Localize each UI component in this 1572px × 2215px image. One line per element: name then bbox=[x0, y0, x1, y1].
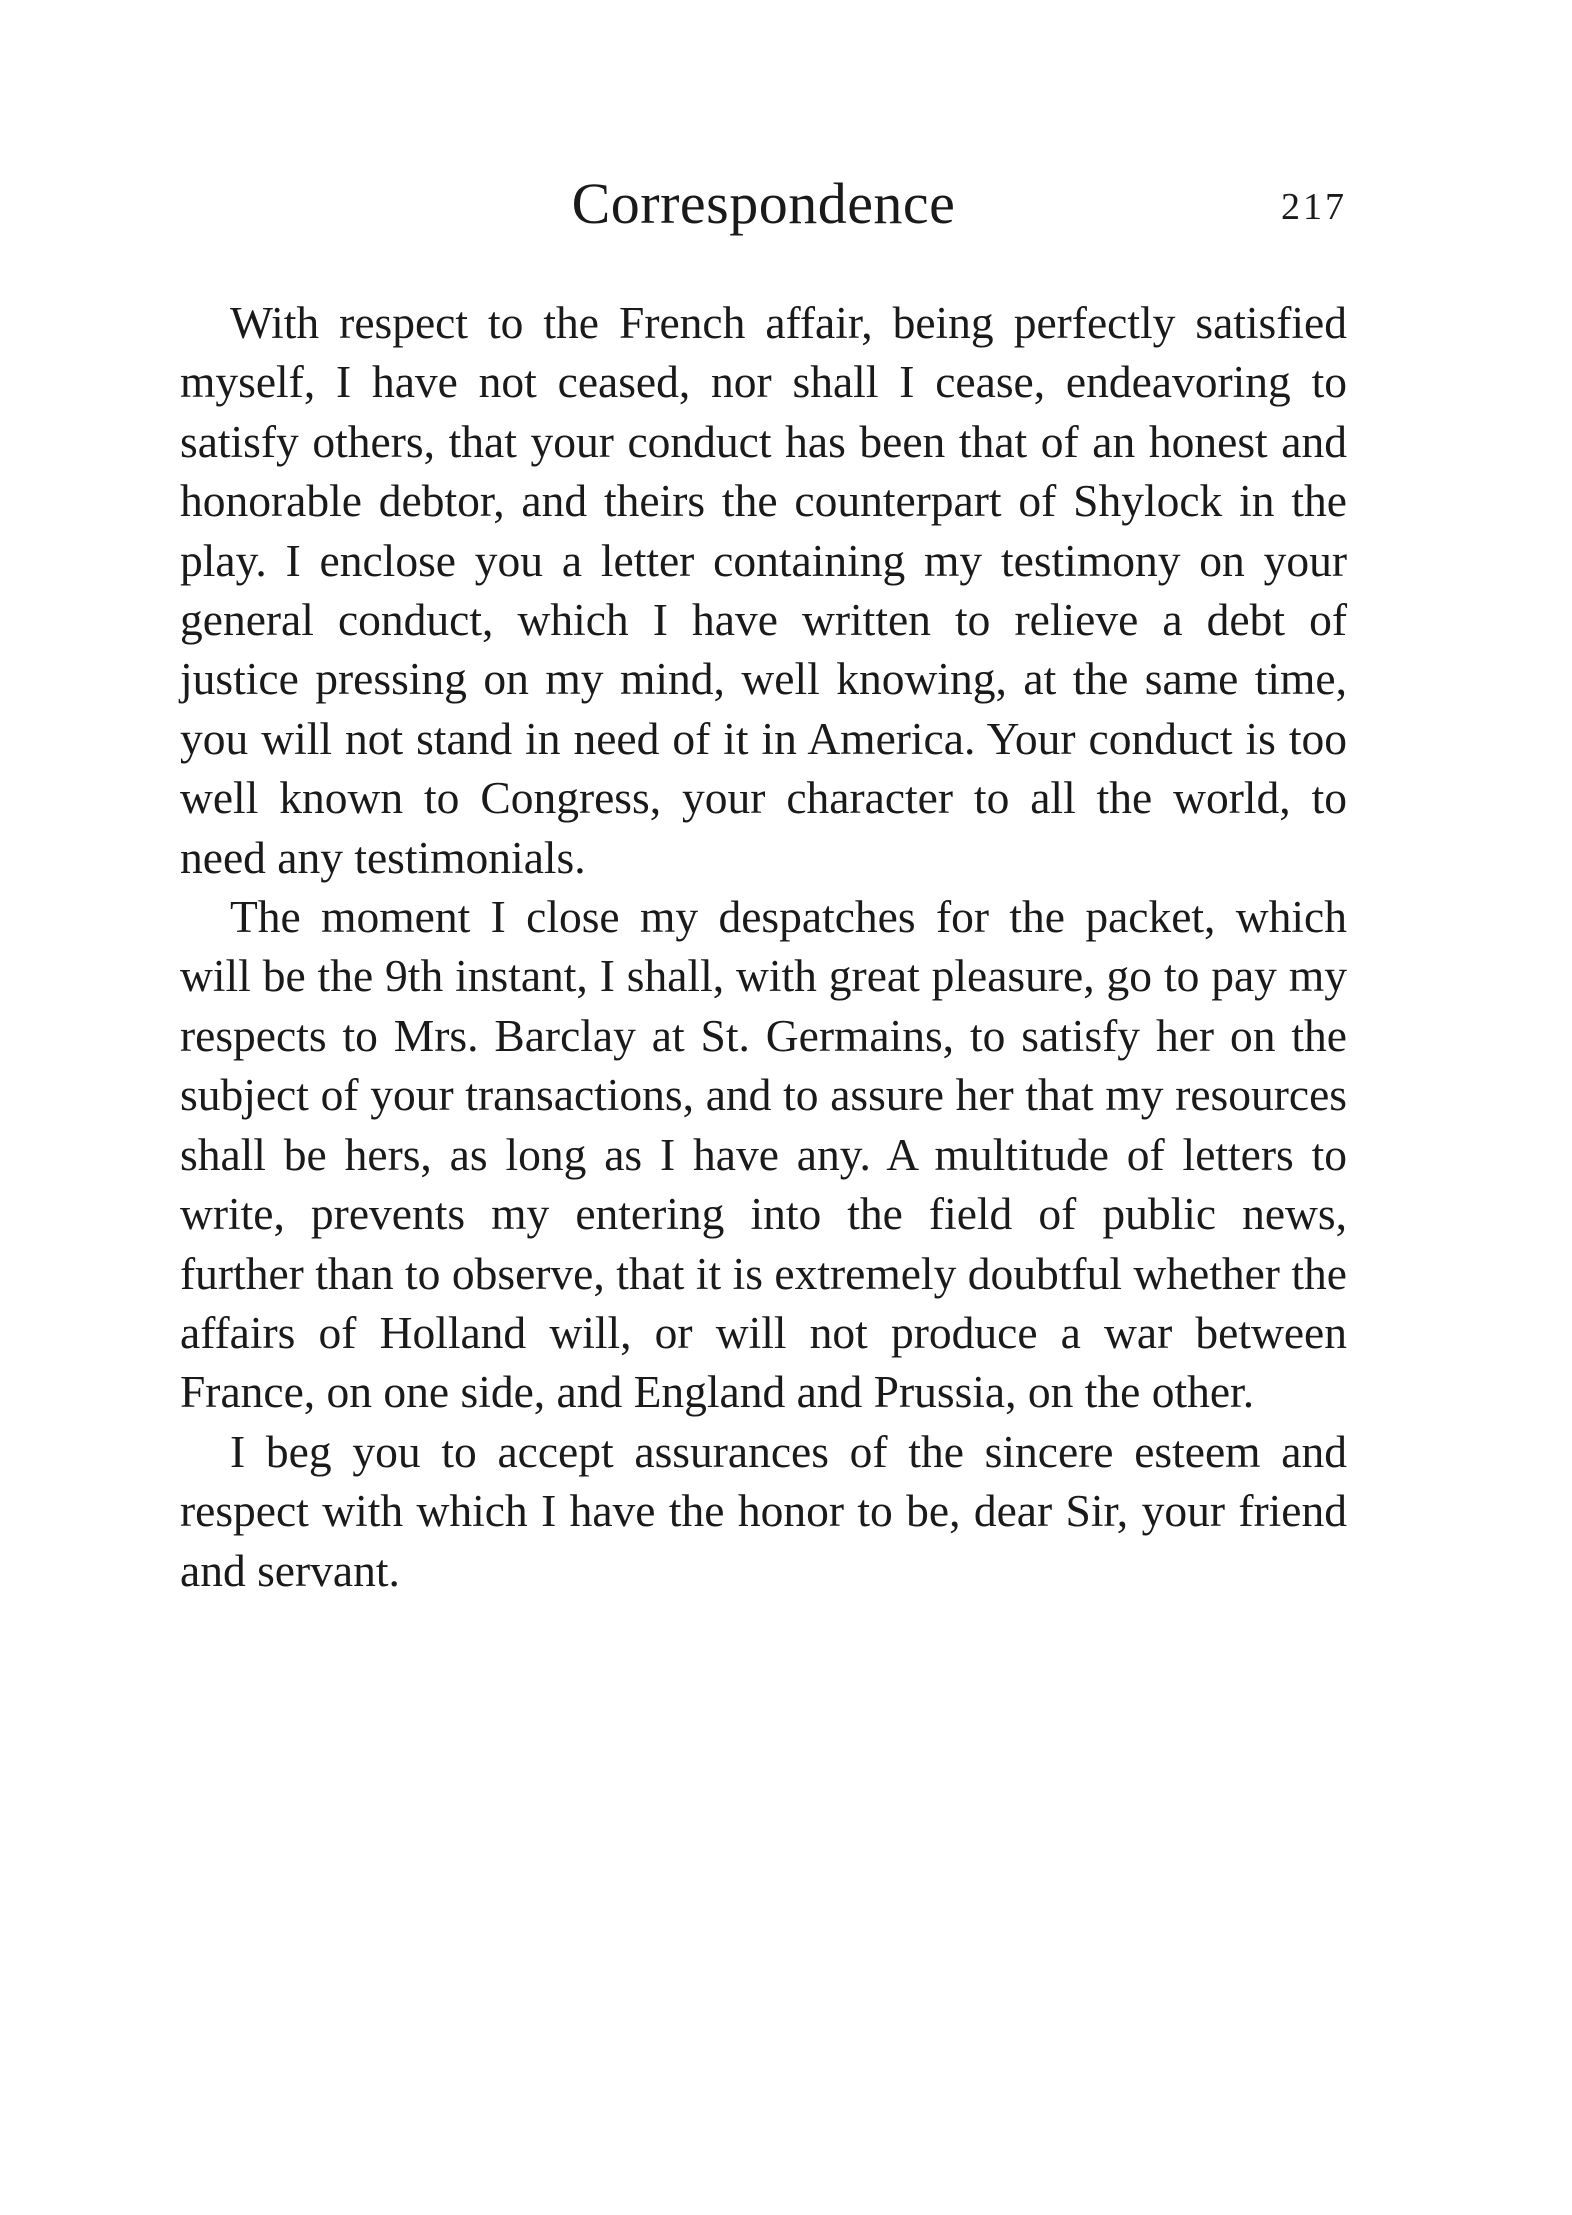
page-number: 217 bbox=[1281, 186, 1347, 228]
paragraph-despatches: The moment I close my despatches for the packet, which will be the 9th instant, I shall, with great pleasure, go to pay my respects to Mrs. Barclay at St. Germains, to satisfy her on the subject of your transactions, and to assure her that my resources shall be hers, as long as I have any. A multitude of letters to write, prevents my entering into the field of public news, further than to observe, that it is extremely doubtful whether the affairs of Holland will, or will not produce a war between France, on one side, and England and Prussia, on the other. bbox=[180, 891, 1347, 1418]
running-head bbox=[180, 168, 1347, 248]
running-title: Correspondence bbox=[571, 171, 956, 236]
paragraph-french-affair: With respect to the French affair, being perfectly satisfied myself, I have not ceased, nor shall I cease, endeavoring to satisfy others, that your conduct has been that of an honest and honorable debtor, and theirs the counterpart of Shylock in the play. I enclose you a letter containing my testimony on your general conduct, which I have written to relieve a debt of justice pressing on my mind, well knowing, at the same time, you will not stand in need of it in America. Your conduct is too well known to Congress, your character to all the world, to need any testimonials. bbox=[180, 297, 1347, 883]
body-text bbox=[180, 293, 1347, 1600]
paragraph-closing: I beg you to accept assurances of the sincere esteem and respect with which I have the honor to be, dear Sir, your friend and servant. bbox=[180, 1425, 1347, 1596]
